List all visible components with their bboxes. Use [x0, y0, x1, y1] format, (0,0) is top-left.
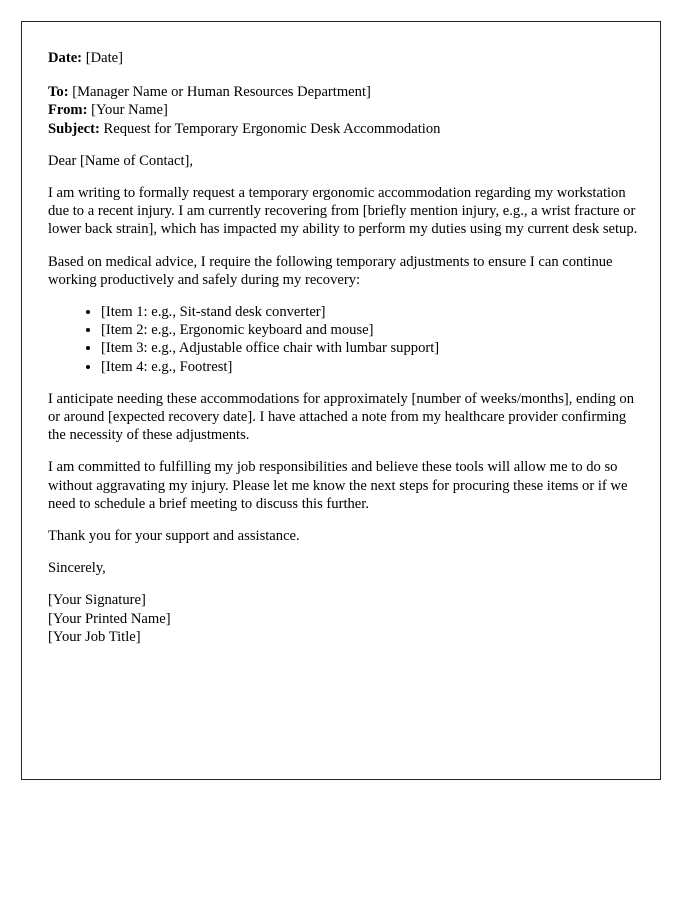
date-label: Date: — [48, 50, 83, 66]
signature-block — [48, 591, 642, 646]
valediction: Sincerely, — [48, 560, 106, 577]
body-paragraph-4: I am committed to fulfilling my job responsibilities and believe these tools will allow me to do so without aggravating my injury. Please let me know the next steps for procuring these items or if we need to schedule a brief meeting to discuss this further. — [48, 459, 628, 512]
from-value: [Your Name] — [91, 102, 168, 119]
list-item: • [Item 3: e.g., Adjustable office chair with lumbar support] — [101, 339, 642, 357]
subject-line — [48, 120, 642, 138]
job-title: [Your Job Title] — [48, 628, 141, 645]
list-item: • [Item 4: e.g., Footrest] — [101, 358, 642, 376]
salutation: Dear [Name of Contact], — [48, 152, 194, 169]
printed-name: [Your Printed Name] — [48, 610, 171, 627]
list-item: • [Item 2: e.g., Ergonomic keyboard and mouse] — [101, 321, 642, 339]
date-value: [Date] — [85, 50, 123, 66]
from-line — [48, 101, 642, 119]
letter-content — [48, 49, 642, 646]
body-paragraph-3: I anticipate needing these accommodations for approximately [number of weeks/months], ending on or around [expected recovery date]. I have attached a note from my healthcare provider confirming the necessity of these adjustments. — [48, 390, 635, 444]
from-label: From: — [48, 102, 88, 119]
date-line — [48, 49, 642, 67]
to-value: [Manager Name or Human Resources Department] — [72, 84, 371, 101]
accommodation-item-list — [48, 303, 642, 376]
to-label: To: — [48, 84, 69, 101]
body-paragraph-1: I am writing to formally request a temporary ergonomic accommodation regarding my workstation due to a recent injury. I am currently recovering from [briefly mention injury, e.g., a wrist fracture or lower back strain], which has impacted my ability to perform my duties using my current desk setup. — [48, 185, 638, 238]
subject-value: Request for Temporary Ergonomic Desk Accommodation — [103, 120, 441, 137]
body-paragraph-2: Based on medical advice, I require the following temporary adjustments to ensure I can continue working productively and safely during my recovery: — [48, 253, 613, 288]
recipient-header-block — [48, 83, 642, 138]
signature-placeholder: [Your Signature] — [48, 592, 146, 609]
letter-page — [21, 21, 661, 780]
body-paragraph-5: Thank you for your support and assistance. — [48, 528, 300, 545]
to-line — [48, 83, 642, 101]
list-item: • [Item 1: e.g., Sit-stand desk converter] — [101, 303, 642, 321]
subject-label: Subject: — [48, 120, 100, 137]
